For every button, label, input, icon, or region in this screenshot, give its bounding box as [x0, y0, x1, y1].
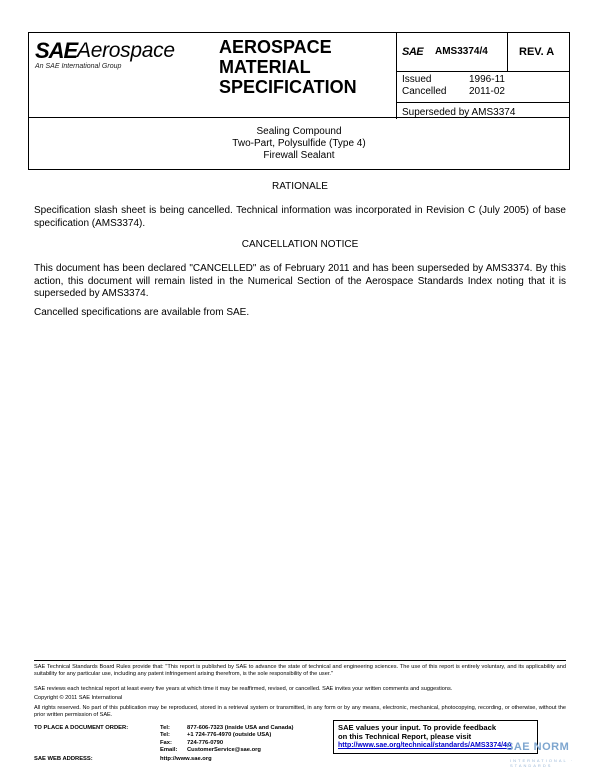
divider [396, 71, 570, 72]
contact-label: Tel: [160, 725, 170, 731]
contact-label: Tel: [160, 732, 170, 738]
issued-label: Issued [402, 74, 432, 85]
sae-logo: SAE [35, 38, 78, 63]
contact-value: +1 724-776-4970 (outside USA) [187, 732, 272, 738]
subject-line: Sealing Compound [256, 126, 342, 137]
divider [396, 33, 397, 119]
aerospace-logo-text: Aerospace [77, 39, 175, 62]
cancellation-heading: CANCELLATION NOTICE [241, 239, 359, 250]
feedback-link[interactable]: http://www.sae.org/technical/standards/AMS3374/4A [338, 742, 513, 750]
header-table [28, 32, 570, 118]
superseded-by: Superseded by AMS3374 [402, 107, 516, 118]
spec-title-line: MATERIAL [219, 57, 311, 77]
watermark-subtitle: INTERNATIONAL · STANDARDS [510, 758, 575, 768]
sae-norm-watermark: SAE NORM [506, 741, 570, 753]
web-address-link[interactable]: http://www.sae.org [160, 756, 212, 762]
document-number: AMS3374/4 [435, 46, 488, 57]
contact-label: Email: [160, 747, 178, 753]
divider [507, 33, 508, 71]
rights-text: All rights reserved. No part of this publication may be reproduced, stored in a retrieval system or transmitted, in any form or by any means, electronic, mechanical, photocopying, recording, or otherwise, without the prior written permission of SAE. [34, 705, 566, 718]
revision-label: REV. A [519, 46, 555, 58]
subject-box [28, 118, 570, 170]
board-rules-text: SAE Technical Standards Board Rules provide that: "This report is published by SAE to advance the state of technical and engineering sciences. The use of this report is entirely voluntary, and its applicability and suitability for any particular use, including any patent infringement arising therefrom, is the sole responsibility of the user." [34, 664, 566, 677]
spec-title-line: SPECIFICATION [219, 77, 357, 97]
logo-tagline: An SAE International Group [35, 63, 122, 70]
availability-text: Cancelled specifications are available from SAE. [34, 307, 250, 318]
contact-value: 877-606-7323 (inside USA and Canada) [187, 725, 294, 731]
issued-date: 1996-11 [469, 74, 505, 85]
contact-email[interactable]: CustomerService@sae.org [187, 747, 261, 753]
spec-title [219, 37, 389, 97]
feedback-line: SAE values your input. To provide feedback [338, 723, 497, 732]
subject-line: Two-Part, Polysulfide (Type 4) [232, 138, 366, 149]
contact-value: 724-776-0790 [187, 740, 224, 746]
feedback-line: on this Technical Report, please visit [338, 732, 472, 742]
contact-label: Fax: [160, 740, 172, 746]
footer-divider [34, 660, 566, 661]
cancelled-label: Cancelled [402, 86, 447, 97]
sae-mini-logo: SAE [402, 46, 424, 58]
cancelled-date: 2011-02 [469, 86, 505, 97]
subject-line: Firewall Sealant [263, 150, 335, 161]
web-label: SAE WEB ADDRESS: [34, 756, 93, 762]
divider [396, 102, 570, 103]
copyright-text: Copyright © 2011 SAE International [34, 695, 123, 701]
cancellation-text: This document has been declared "CANCELLED" as of February 2011 and has been superseded by AMS3374. By this action, this document will remain listed in the Numerical Section of the Aerospace Standards Index noting that it is superseded by AMS3374. [34, 263, 566, 299]
rationale-text: Specification slash sheet is being cancelled. Technical information was incorporated in Revision C (July 2005) of base specification (AMS3374). [34, 205, 566, 229]
review-text: SAE reviews each technical report at least every five years at which time it may be reaffirmed, revised, or cancelled. SAE invites your written comments and suggestions. [34, 686, 453, 692]
order-label: TO PLACE A DOCUMENT ORDER: [34, 725, 129, 731]
spec-title-line: AEROSPACE [219, 37, 332, 57]
rationale-heading: RATIONALE [272, 181, 328, 192]
